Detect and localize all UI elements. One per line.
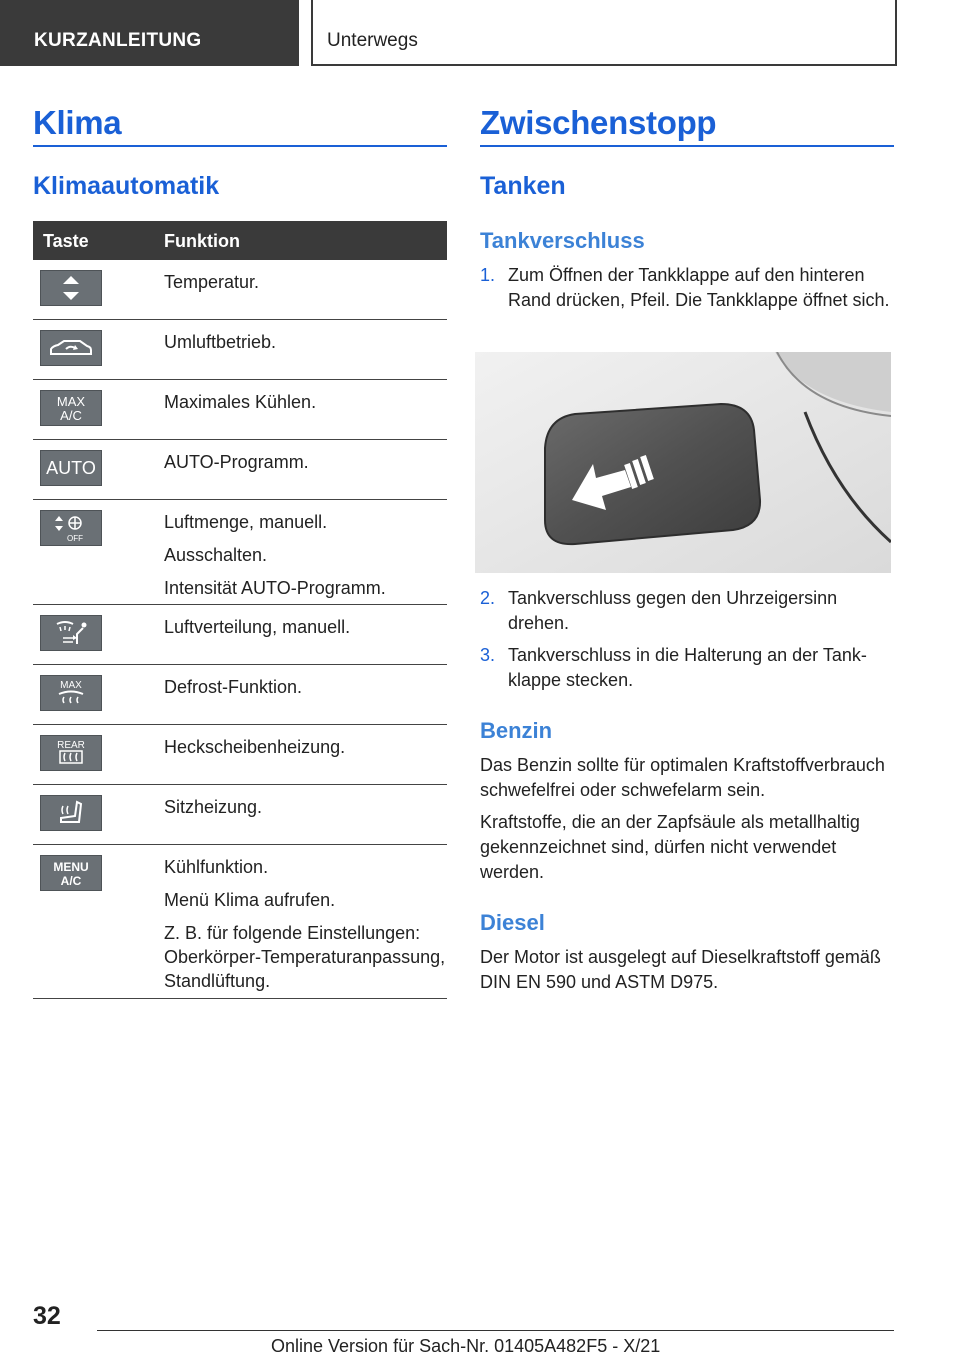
- step-3: [480, 643, 894, 693]
- step-number: 3.: [480, 645, 496, 665]
- key-label-ac: A/C: [60, 408, 82, 423]
- footer-rule: [97, 1330, 894, 1331]
- table-row: [33, 320, 447, 380]
- header-key: Taste: [43, 231, 89, 251]
- function-text: Heckscheibenheizung.: [164, 737, 346, 757]
- step-text: Zum Öffnen der Tankklappe auf den hinteren Rand drücken, Pfeil. Die Tankklappe öffnet sich.: [508, 265, 890, 310]
- function-text: Z. B. für folgende Einstellungen: Oberkörper-Temperaturanpassung, Standlüftung.: [164, 923, 446, 991]
- air-distribution-icon: [40, 615, 102, 651]
- title-rule: [33, 145, 447, 147]
- seat-heating-icon: [40, 795, 102, 831]
- table-row: [33, 665, 447, 725]
- function-text: Ausschalten.: [164, 545, 268, 565]
- page-number: 32: [33, 1302, 61, 1330]
- subtitle-klimaautomatik: Klimaautomatik: [33, 172, 220, 200]
- function-text: Sitzheizung.: [164, 797, 263, 817]
- footer-version: Online Version für Sach-Nr. 01405A482F5 - X/21: [271, 1336, 661, 1356]
- function-text: Intensität AUTO-Programm.: [164, 578, 386, 598]
- heading-diesel: Diesel: [480, 910, 545, 935]
- auto-icon: [40, 450, 102, 486]
- function-text: Umluftbetrieb.: [164, 332, 277, 352]
- key-label-max: MAX: [56, 394, 86, 409]
- table-row: [33, 260, 447, 320]
- function-text: Luftverteilung, manuell.: [164, 617, 351, 637]
- header-function: Funktion: [164, 231, 240, 251]
- key-label-max-defrost: MAX: [60, 680, 82, 691]
- function-text: Temperatur.: [164, 272, 260, 292]
- step-number: 2.: [480, 588, 496, 608]
- table-row: [33, 605, 447, 665]
- petrol-paragraph-1: Das Benzin sollte für optimalen Kraftstoffverbrauch schwefelfrei oder schwefelarm sein.: [480, 755, 885, 800]
- step-2: [480, 586, 894, 636]
- table-row: [33, 785, 447, 845]
- petrol-paragraph-2: Kraftstoffe, die an der Zapfsäule als metallhaltig gekennzeichnet sind, dürfen nicht verwendet werden.: [480, 812, 860, 882]
- key-label-ac-menu: A/C: [60, 874, 82, 888]
- heading-tankverschluss: Tankverschluss: [480, 228, 645, 253]
- key-label-rear: REAR: [57, 740, 85, 751]
- step-1: [480, 263, 894, 313]
- temperature-arrows-icon: [40, 270, 102, 306]
- section-title-klima: Klima: [33, 104, 122, 141]
- table-row: [33, 725, 447, 785]
- max-ac-icon: [40, 390, 102, 426]
- step-text: Tankverschluss in die Halterung an der Tankklappe stecken.: [508, 645, 867, 690]
- fan-off-icon: [40, 510, 102, 546]
- function-text: Defrost-Funktion.: [164, 677, 303, 697]
- recirculation-icon: [40, 330, 102, 366]
- diesel-paragraph: Der Motor ist ausgelegt auf Dieselkraftstoff gemäß DIN EN 590 und ASTM D975.: [480, 947, 881, 992]
- table-header: [33, 221, 447, 260]
- section-title-zwischenstopp: Zwischenstopp: [480, 104, 717, 141]
- function-text: Luftmenge, manuell.: [164, 512, 328, 532]
- header-section-label: KURZANLEITUNG: [34, 30, 202, 51]
- step-number: 1.: [480, 265, 496, 285]
- key-label-auto: AUTO: [46, 458, 96, 478]
- function-text: Maximales Kühlen.: [164, 392, 317, 412]
- climate-function-table: [33, 221, 447, 999]
- function-text: Kühlfunktion.: [164, 857, 269, 877]
- header-section-tab: [0, 0, 299, 66]
- menu-ac-icon: [40, 855, 102, 891]
- function-text: Menü Klima aufrufen.: [164, 890, 336, 910]
- function-text: AUTO-Programm.: [164, 452, 309, 472]
- table-row: [33, 845, 447, 999]
- heading-benzin: Benzin: [480, 718, 553, 743]
- fuel-flap-photo: [475, 352, 891, 573]
- rear-defrost-icon: [40, 735, 102, 771]
- header-chapter-tab: [311, 0, 897, 66]
- table-row: [33, 440, 447, 500]
- subtitle-tanken: Tanken: [480, 172, 566, 200]
- title-rule: [480, 145, 894, 147]
- table-row: [33, 380, 447, 440]
- step-text: Tankverschluss gegen den Uhrzeigersinn drehen.: [508, 588, 838, 633]
- defrost-max-icon: [40, 675, 102, 711]
- key-label-off: OFF: [67, 534, 83, 543]
- key-label-menu: MENU: [53, 860, 89, 874]
- table-row: [33, 500, 447, 605]
- header-chapter-label: Unterwegs: [327, 30, 418, 51]
